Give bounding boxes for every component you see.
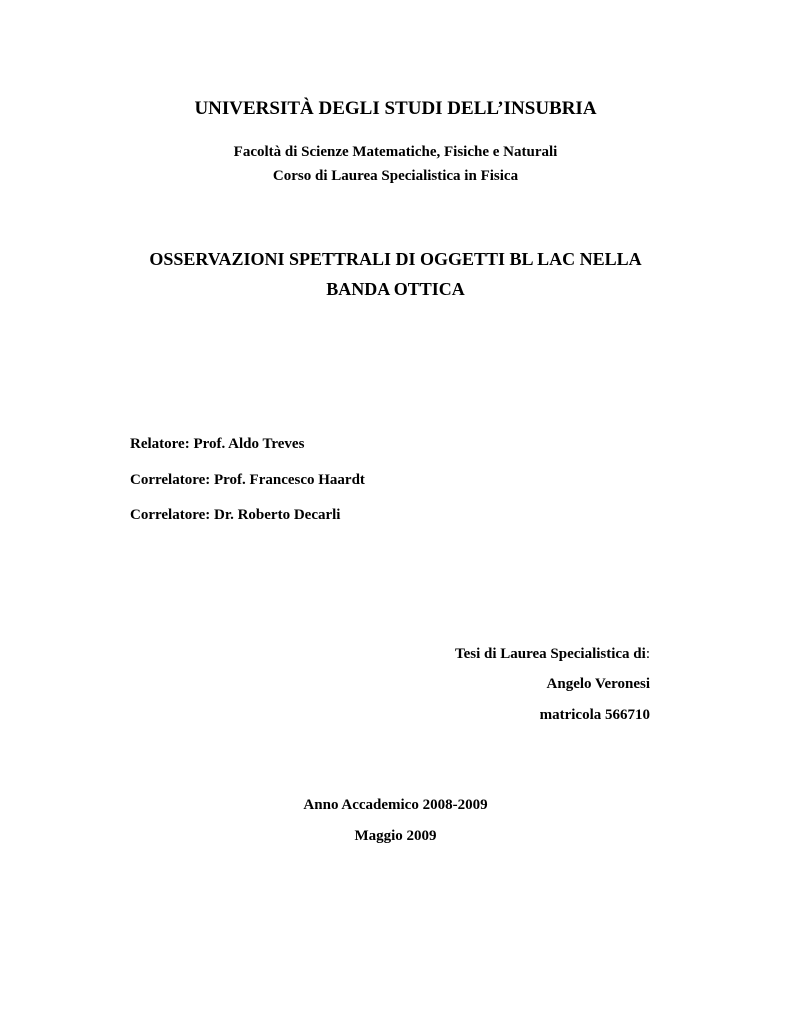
course-name: Corso di Laurea Specialistica in Fisica xyxy=(272,168,519,184)
faculty-name: Facoltà di Scienze Matematiche, Fisiche e Naturali xyxy=(233,144,558,160)
co-supervisor-2: Correlatore: Dr. Roberto Decarli xyxy=(130,507,341,523)
academic-year: Anno Accademico 2008-2009 xyxy=(303,797,488,813)
thesis-label-text: Tesi di Laurea Specialistica di xyxy=(454,646,646,662)
thesis-title-line-2: BANDA OTTICA xyxy=(326,279,465,299)
university-name: UNIVERSITÀ DEGLI STUDI DELL’INSUBRIA xyxy=(194,98,597,119)
thesis-label xyxy=(455,646,650,663)
thesis-title-line-1: OSSERVAZIONI SPETTRALI DI OGGETTI BL LAC NELLA xyxy=(149,249,642,269)
supervisor-relatore: Relatore: Prof. Aldo Treves xyxy=(130,436,305,452)
date: Maggio 2009 xyxy=(354,828,437,844)
author-name: Angelo Veronesi xyxy=(546,676,650,692)
co-supervisor-1: Correlatore: Prof. Francesco Haardt xyxy=(130,472,365,488)
thesis-label-colon: : xyxy=(645,646,650,662)
student-id: matricola 566710 xyxy=(539,707,650,723)
